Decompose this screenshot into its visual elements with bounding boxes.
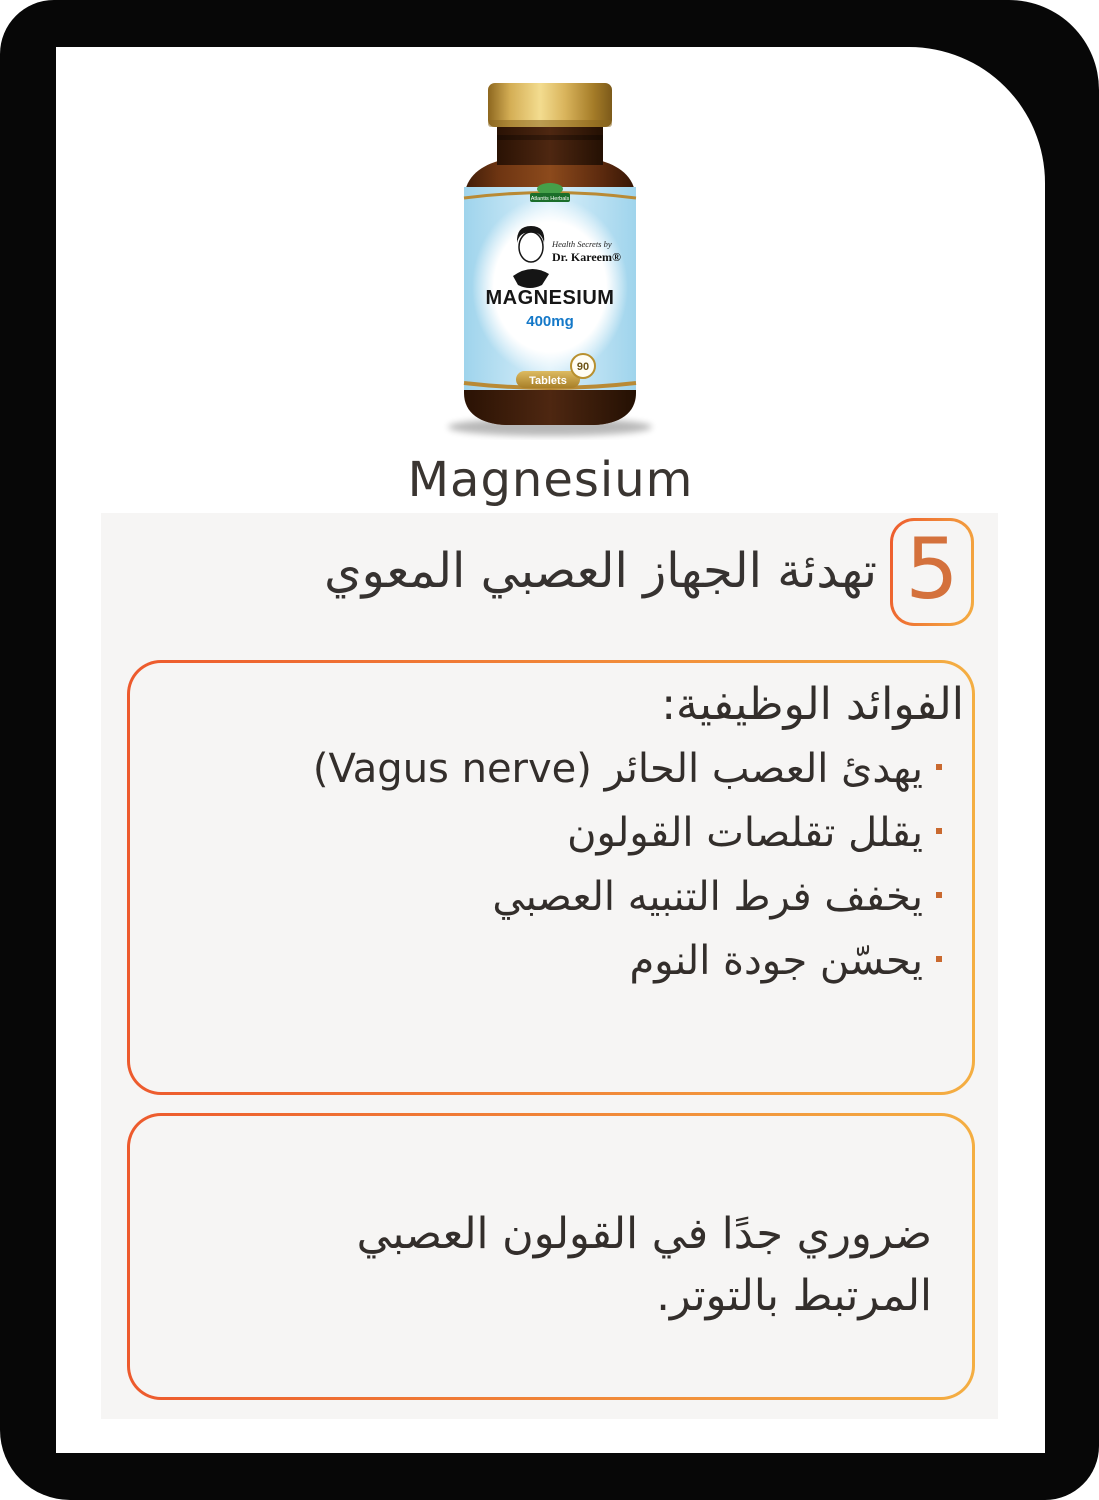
section-number-badge [890,518,974,626]
note-text-line: المرتبط بالتوتر. [656,1270,932,1321]
bullet-icon [936,828,942,834]
label-dose: 400mg [526,313,574,330]
content-card [56,47,1045,1453]
benefits-list [150,737,964,993]
benefit-item [150,929,942,993]
benefit-text: يحسّن جودة النوم [629,938,923,984]
bottle-neck [497,123,603,165]
benefit-item [150,801,942,865]
product-bottle-image [420,75,680,440]
bottle-bottom-glass [464,390,636,425]
section-heading: تهدئة الجهاز العصبي المعوي [324,543,877,599]
logo-name-text: Dr. Kareem® [552,250,621,264]
benefit-text: يقلل تقلصات القولون [567,810,923,856]
brand-badge-text: Atlantis Herbals [530,196,570,202]
content-panel [101,513,998,1419]
section-number: 5 [905,520,959,618]
count-text: 90 [576,361,590,373]
neck-ridge [497,135,603,140]
benefits-heading: الفوائد الوظيفية: [661,679,964,730]
tablets-text: Tablets [529,375,567,387]
note-box-inner [130,1116,972,1397]
bullet-icon [936,892,942,898]
note-box [127,1113,975,1400]
cap-rim [488,120,612,127]
benefit-item [150,865,942,929]
benefit-text: يخفف فرط التنبيه العصبي [492,874,923,920]
logo-script-text: Health Secrets by [552,239,612,249]
bullet-icon [936,764,942,770]
benefits-box [127,660,975,1095]
bottle-svg [420,75,680,440]
bullet-icon [936,956,942,962]
label-product-name: MAGNESIUM [485,287,615,309]
benefits-box-inner [130,663,972,1092]
benefit-item [150,737,942,801]
note-text-line: ضروري جدًا في القولون العصبي [356,1208,932,1259]
benefit-text: يهدئ العصب الحائر (Vagus nerve) [312,746,923,792]
page-title: Magnesium [407,452,694,508]
section-number-badge-inner [893,521,971,623]
